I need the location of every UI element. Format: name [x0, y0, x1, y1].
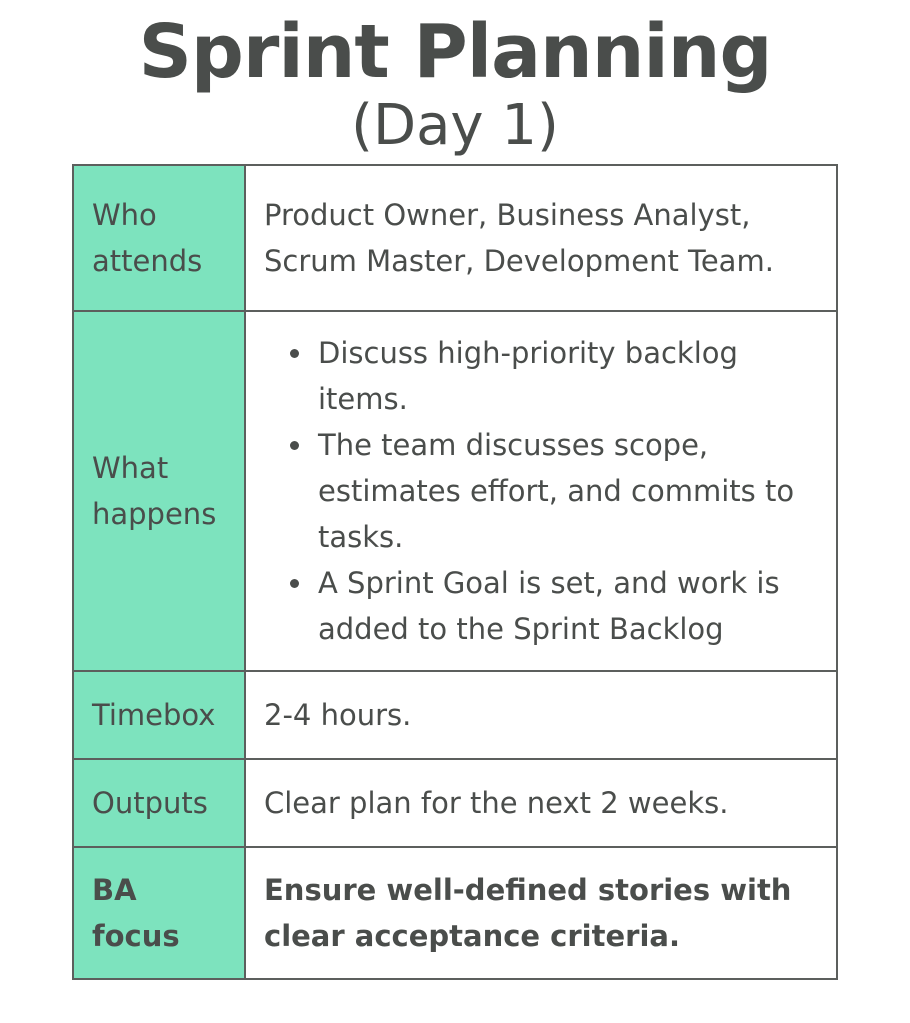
sprint-planning-table — [72, 164, 838, 980]
row-value-ba-focus: Ensure well-defined stories with clear acceptance criteria. — [245, 847, 837, 979]
list-item: A Sprint Goal is set, and work is added to the Sprint Backlog — [318, 560, 826, 652]
table-row-what-happens — [73, 311, 837, 671]
outputs-label: Outputs — [92, 786, 208, 820]
table-row-timebox — [73, 671, 837, 759]
table-row-who-attends — [73, 165, 837, 311]
who-attends-label: Who attends — [92, 198, 203, 278]
row-label-ba-focus — [73, 847, 245, 979]
what-happens-list — [264, 330, 826, 652]
list-item: The team discusses scope, estimates effort, and commits to tasks. — [318, 422, 826, 560]
list-item: Discuss high-priority backlog items. — [318, 330, 826, 422]
row-value-who-attends: Product Owner, Business Analyst, Scrum Master, Development Team. — [245, 165, 837, 311]
row-value-outputs: Clear plan for the next 2 weeks. — [245, 759, 837, 847]
table-row-ba-focus — [73, 847, 837, 979]
page-subtitle: (Day 1) — [351, 93, 559, 158]
what-happens-label: What happens — [92, 451, 217, 531]
page-title: Sprint Planning — [138, 9, 772, 95]
row-label-who-attends — [73, 165, 245, 311]
row-label-what-happens — [73, 311, 245, 671]
timebox-label: Timebox — [92, 698, 216, 732]
row-value-timebox: 2-4 hours. — [245, 671, 837, 759]
row-label-timebox — [73, 671, 245, 759]
table-row-outputs — [73, 759, 837, 847]
row-value-what-happens — [245, 311, 837, 671]
ba-focus-label: BA focus — [92, 873, 180, 953]
row-label-outputs — [73, 759, 245, 847]
